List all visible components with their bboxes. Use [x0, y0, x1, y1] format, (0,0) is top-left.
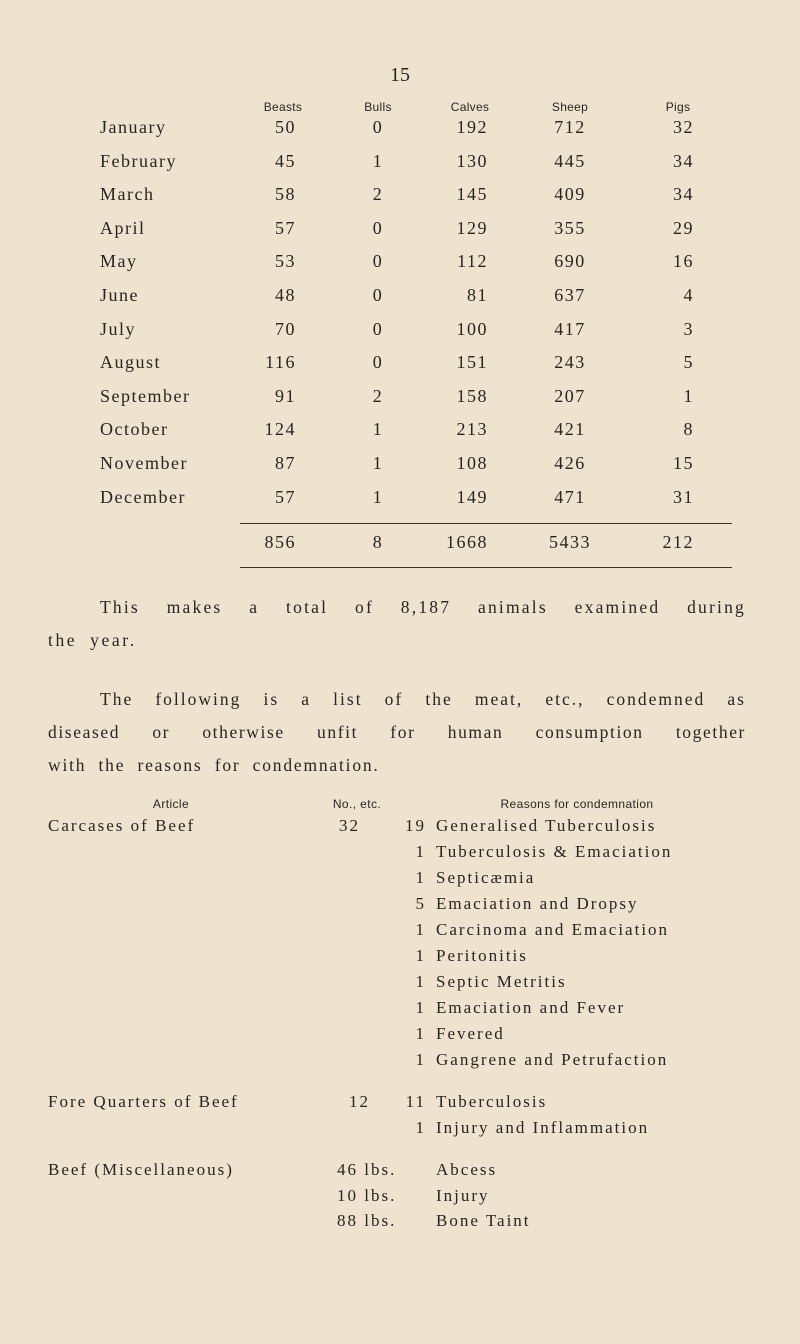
cell-beasts: 57	[275, 217, 296, 238]
article-name: Beef (Miscellaneous)	[48, 1160, 234, 1179]
article-number: 32	[339, 816, 360, 835]
col-header-calves: Calves	[450, 100, 490, 114]
cell-pigs: 29	[673, 217, 694, 238]
table-row	[0, 184, 800, 218]
reason-amount: 88 lbs.	[337, 1211, 397, 1230]
cell-bulls: 2	[372, 184, 384, 205]
cell-bulls: 1	[372, 486, 384, 507]
header-article: Article	[152, 797, 190, 811]
month-label: June	[100, 285, 139, 305]
month-label: October	[100, 419, 169, 440]
reason-text: Peritonitis	[436, 946, 528, 965]
cell-sheep: 355	[554, 217, 586, 238]
para2-line3: with the reasons for condemnation.	[48, 755, 380, 775]
reason-amount: 10 lbs.	[337, 1185, 397, 1205]
reason-text: Gangrene and Petrufaction	[436, 1050, 669, 1069]
month-label: September	[100, 385, 191, 406]
cell-calves: 192	[456, 117, 488, 137]
cell-bulls: 1	[372, 419, 384, 440]
cell-beasts: 58	[275, 184, 296, 205]
table-row	[0, 117, 800, 151]
cell-pigs: 16	[673, 251, 694, 272]
reason-amount: 46 lbs.	[337, 1160, 397, 1179]
reason-text: Generalised Tuberculosis	[436, 816, 657, 835]
reason-count: 1	[415, 946, 426, 965]
reason-text: Septic Metritis	[436, 972, 567, 991]
para2-line1: The following is a list of the meat, etc., condemned as	[100, 689, 746, 709]
table-row	[0, 218, 800, 252]
cell-pigs: 1	[683, 385, 694, 406]
reason-count: 1	[415, 842, 426, 861]
cell-pigs: 34	[673, 184, 694, 205]
cell-calves: 108	[456, 453, 488, 473]
table-row	[0, 419, 800, 453]
cell-beasts: 50	[275, 117, 296, 137]
cell-sheep: 417	[554, 318, 586, 339]
cell-bulls: 0	[372, 352, 384, 373]
month-label: May	[100, 251, 138, 272]
cell-calves: 151	[456, 352, 488, 373]
month-label: March	[100, 184, 155, 205]
col-header-pigs: Pigs	[665, 100, 691, 114]
cell-bulls: 1	[372, 453, 384, 473]
total-calves: 1668	[446, 532, 488, 552]
reason-count: 11	[405, 1092, 426, 1111]
cell-beasts: 91	[275, 385, 296, 406]
cell-beasts: 70	[275, 318, 296, 339]
cell-pigs: 8	[683, 419, 694, 440]
total-pigs: 212	[662, 532, 694, 552]
col-header-beasts: Beasts	[263, 100, 303, 114]
reason-count: 5	[415, 894, 426, 913]
cell-calves: 100	[456, 318, 488, 339]
month-label: February	[100, 150, 177, 171]
cell-pigs: 15	[673, 453, 694, 473]
month-label: January	[100, 117, 167, 137]
cell-pigs: 34	[673, 150, 694, 171]
cell-calves: 81	[467, 285, 488, 305]
cell-calves: 213	[456, 419, 488, 440]
cell-calves: 112	[457, 251, 488, 272]
cell-sheep: 712	[554, 117, 586, 137]
col-header-bulls: Bulls	[364, 100, 392, 114]
total-beasts: 856	[264, 532, 296, 552]
article-name: Carcases of Beef	[48, 816, 196, 835]
header-reasons: Reasons for condemnation	[500, 797, 654, 811]
reason-count: 1	[415, 1050, 426, 1069]
reason-text: Abcess	[436, 1160, 498, 1179]
table-row	[0, 352, 800, 386]
cell-sheep: 207	[554, 385, 586, 406]
header-number: No., etc.	[332, 797, 382, 811]
totals-rule-bottom	[240, 567, 732, 568]
reason-text: Injury	[436, 1185, 490, 1205]
cell-pigs: 31	[673, 486, 694, 507]
totals-row	[0, 532, 800, 566]
table-row	[0, 285, 800, 319]
cell-pigs: 4	[683, 285, 694, 305]
cell-beasts: 87	[275, 453, 296, 473]
cell-sheep: 426	[554, 453, 586, 473]
cell-beasts: 124	[264, 419, 296, 440]
cell-bulls: 0	[372, 318, 384, 339]
cell-calves: 130	[456, 150, 488, 171]
reason-count: 1	[415, 972, 426, 991]
cell-calves: 145	[456, 184, 488, 205]
cell-sheep: 471	[554, 486, 586, 507]
cell-bulls: 0	[372, 251, 384, 272]
article-number: 12	[349, 1092, 370, 1111]
cell-bulls: 2	[372, 385, 384, 406]
cell-beasts: 48	[275, 285, 296, 305]
month-label: July	[100, 318, 137, 339]
month-label: November	[100, 453, 188, 473]
table-row	[0, 453, 800, 487]
cell-sheep: 409	[554, 184, 586, 205]
cell-sheep: 445	[554, 150, 586, 171]
cell-sheep: 637	[554, 285, 586, 305]
table-row	[0, 386, 800, 420]
col-header-sheep: Sheep	[551, 100, 589, 114]
month-label: August	[100, 352, 162, 373]
reason-text: Emaciation and Dropsy	[436, 894, 639, 913]
table-row	[0, 151, 800, 185]
cell-pigs: 5	[683, 352, 694, 373]
reason-text: Fevered	[436, 1024, 505, 1043]
cell-calves: 149	[456, 486, 488, 507]
para1-line2: the year.	[48, 630, 137, 650]
total-bulls: 8	[372, 532, 384, 552]
reason-text: Carcinoma and Emaciation	[436, 920, 670, 939]
reason-text: Tuberculosis	[436, 1092, 548, 1111]
cell-bulls: 0	[372, 285, 384, 305]
cell-sheep: 690	[554, 251, 586, 272]
reason-text: Bone Taint	[436, 1211, 531, 1230]
cell-beasts: 45	[275, 150, 296, 171]
month-label: April	[100, 217, 146, 238]
cell-calves: 129	[456, 217, 488, 238]
cell-pigs: 3	[683, 318, 694, 339]
reason-count: 1	[415, 1024, 426, 1043]
para1-line1: This makes a total of 8,187 animals examined during	[100, 597, 746, 617]
cell-pigs: 32	[673, 117, 694, 137]
cell-bulls: 0	[372, 217, 384, 238]
month-label: December	[100, 486, 186, 507]
cell-bulls: 1	[372, 150, 384, 171]
cell-sheep: 421	[554, 419, 586, 440]
reason-text: Emaciation and Fever	[436, 998, 626, 1017]
table-row	[0, 251, 800, 285]
cell-beasts: 116	[265, 352, 296, 373]
cell-sheep: 243	[554, 352, 586, 373]
reason-count: 1	[415, 920, 426, 939]
table-row	[0, 319, 800, 353]
cell-beasts: 57	[275, 486, 296, 507]
reason-text: Injury and Inflammation	[436, 1118, 650, 1137]
reason-count: 1	[415, 868, 426, 887]
total-sheep: 5433	[549, 532, 591, 552]
reason-count: 1	[415, 1118, 426, 1137]
reason-count: 1	[415, 998, 426, 1017]
cell-bulls: 0	[372, 117, 384, 137]
cell-calves: 158	[456, 385, 488, 406]
article-name: Fore Quarters of Beef	[48, 1092, 239, 1111]
page-number: 15	[390, 64, 410, 86]
totals-rule-top	[240, 523, 732, 524]
reason-text: Septicæmia	[436, 868, 536, 887]
para2-line2: diseased or otherwise unfit for human consumption together	[48, 722, 746, 742]
reason-text: Tuberculosis & Emaciation	[436, 842, 673, 861]
reason-count: 19	[405, 816, 426, 835]
table-row	[0, 487, 800, 521]
cell-beasts: 53	[275, 251, 296, 272]
